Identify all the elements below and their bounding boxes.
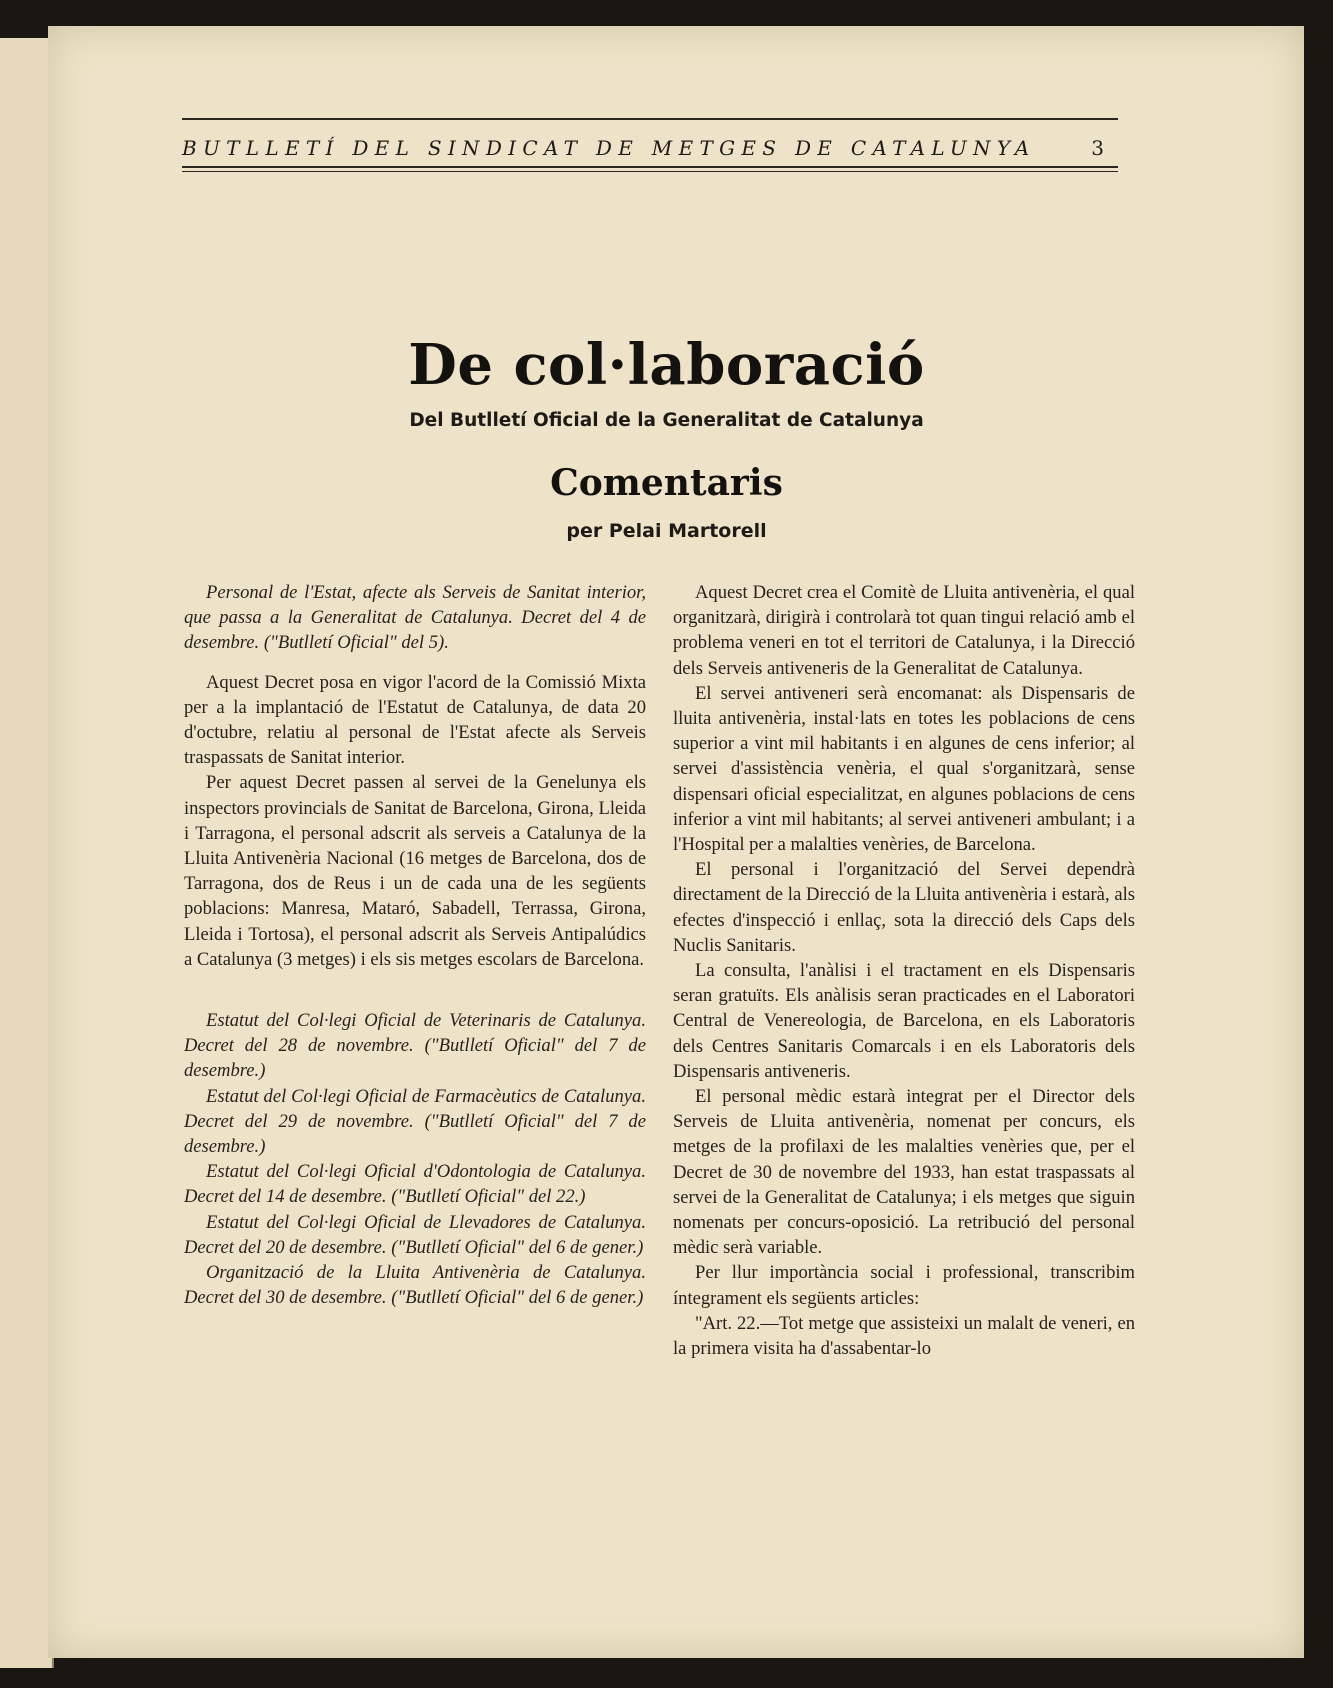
article-source: Del Butlletí Oficial de la Generalitat de Catalunya: [409, 410, 924, 431]
section-title: Comentaris: [550, 462, 783, 504]
paragraph: El personal mèdic estarà integrat per el Director dels Serveis de Lluita antivenèria, nomenat per concurs, els metges de la profilaxi de les malalties venèries que, per el Decret de 30 de novembre del 1933, han estat traspassats al servei de la Generalitat de Catalunya; i els metges que siguin nomenats per concurs-oposició. La retribució del personal mèdic serà variable.: [673, 1086, 1135, 1259]
decree-heading: Personal de l'Estat, afecte als Serveis de Sanitat interior, que passa a la Generalitat de Catalunya. Decret del 4 de desembre. ("Butlletí Oficial" del 5).: [184, 582, 646, 654]
paragraph: El personal i l'organització del Servei dependrà directament de la Direcció de la Lluita antivenèria i estarà, als efectes d'inspecció i enllaç, sota la direcció dels Caps dels Nuclis Sanitaris.: [673, 859, 1135, 956]
paragraph: Aquest Decret crea el Comitè de Lluita antivenèria, el qual organitzarà, dirigirà i controlarà tot quan tingui relació amb el problema veneri en tot el territori de Catalunya, i la Direcció dels Serveis antiveneris de la Generalitat de Catalunya.: [673, 582, 1135, 679]
byline: per Pelai Martorell: [566, 520, 767, 542]
paragraph: La consulta, l'anàlisi i el tractament en els Dispensaris seran gratuïts. Els anàlisis seran practicades en el Laboratori Central de Venereologia, de Barcelona, en els Laboratoris dels Centres Sanitaris Comarcals i en els Laboratoris dels Dispensaris antiveneris.: [673, 960, 1135, 1082]
left-column: [184, 580, 646, 1310]
right-column: [673, 580, 1135, 1361]
running-header: [182, 118, 1118, 190]
header-rule-bottom-thin: [182, 171, 1118, 172]
running-title: BUTLLETÍ DEL SINDICAT DE METGES DE CATALUNYA: [182, 136, 1036, 160]
article-title: De col·laboració: [408, 332, 925, 398]
decree-heading: Organització de la Lluita Antivenèria de Catalunya. Decret del 30 de desembre. ("Butlletí Oficial" del 6 de gener.): [184, 1262, 646, 1309]
header-rule-bottom: [182, 166, 1118, 168]
decree-heading: Estatut del Col·legi Oficial d'Odontologia de Catalunya. Decret del 14 de desembre. ("Butlletí Oficial" del 22.): [184, 1161, 646, 1208]
paragraph: "Art. 22.—Tot metge que assisteixi un malalt de veneri, en la primera visita ha d'assabentar-lo: [673, 1312, 1135, 1360]
decree-heading: Estatut del Col·legi Oficial de Llevadores de Catalunya. Decret del 20 de desembre. ("Butlletí Oficial" del 6 de gener.): [184, 1211, 646, 1258]
header-rule-top: [182, 118, 1118, 120]
paragraph: El servei antiveneri serà encomanat: als Dispensaris de lluita antivenèria, instal·lats en totes les poblacions de cens superior a vint mil habitants i en algunes de cens inferior; al servei d'assistència venèria, el qual s'organitzarà, sense dispensari oficial especialitzat, en algunes poblacions de cens inferior a vint mil habitants; al servei antiveneri ambulant; i a l'Hospital per a malalties venèries, de Barcelona.: [673, 682, 1135, 856]
paragraph: Per aquest Decret passen al servei de la Genelunya els inspectors provincials de Sanitat de Barcelona, Girona, Lleida i Tarragona, el personal adscrit als serveis a Catalunya de la Lluita Antivenèria Nacional (16 metges de Barcelona, dos de Tarragona, dos de Reus i un de cada una de les següents poblacions: Manresa, Mataró, Sabadell, Terrassa, Girona, Lleida i Tortosa), el personal adscrit als Serveis Antipalúdics a Catalunya (3 metges) i els sis metges escolars de Barcelona.: [184, 772, 646, 970]
decree-heading: Estatut del Col·legi Oficial de Farmacèutics de Catalunya. Decret del 29 de novembre. ("Butlletí Oficial" del 7 de desembre.): [184, 1085, 646, 1158]
paragraph: Per llur importància social i professional, transcribim íntegrament els següents articles:: [673, 1262, 1135, 1309]
decree-heading: Estatut del Col·legi Oficial de Veterinaris de Catalunya. Decret del 28 de novembre. ("Butlletí Oficial" del 7 de desembre.): [184, 1010, 646, 1082]
adjacent-page-edge: [0, 38, 54, 1668]
page-number: 3: [1091, 136, 1104, 160]
paragraph: Aquest Decret posa en vigor l'acord de la Comissió Mixta per a la implantació de l'Estatut de Catalunya, de data 20 d'octubre, relatiu al personal de l'Estat afecte als Serveis traspassats de Sanitat interior.: [184, 671, 646, 769]
